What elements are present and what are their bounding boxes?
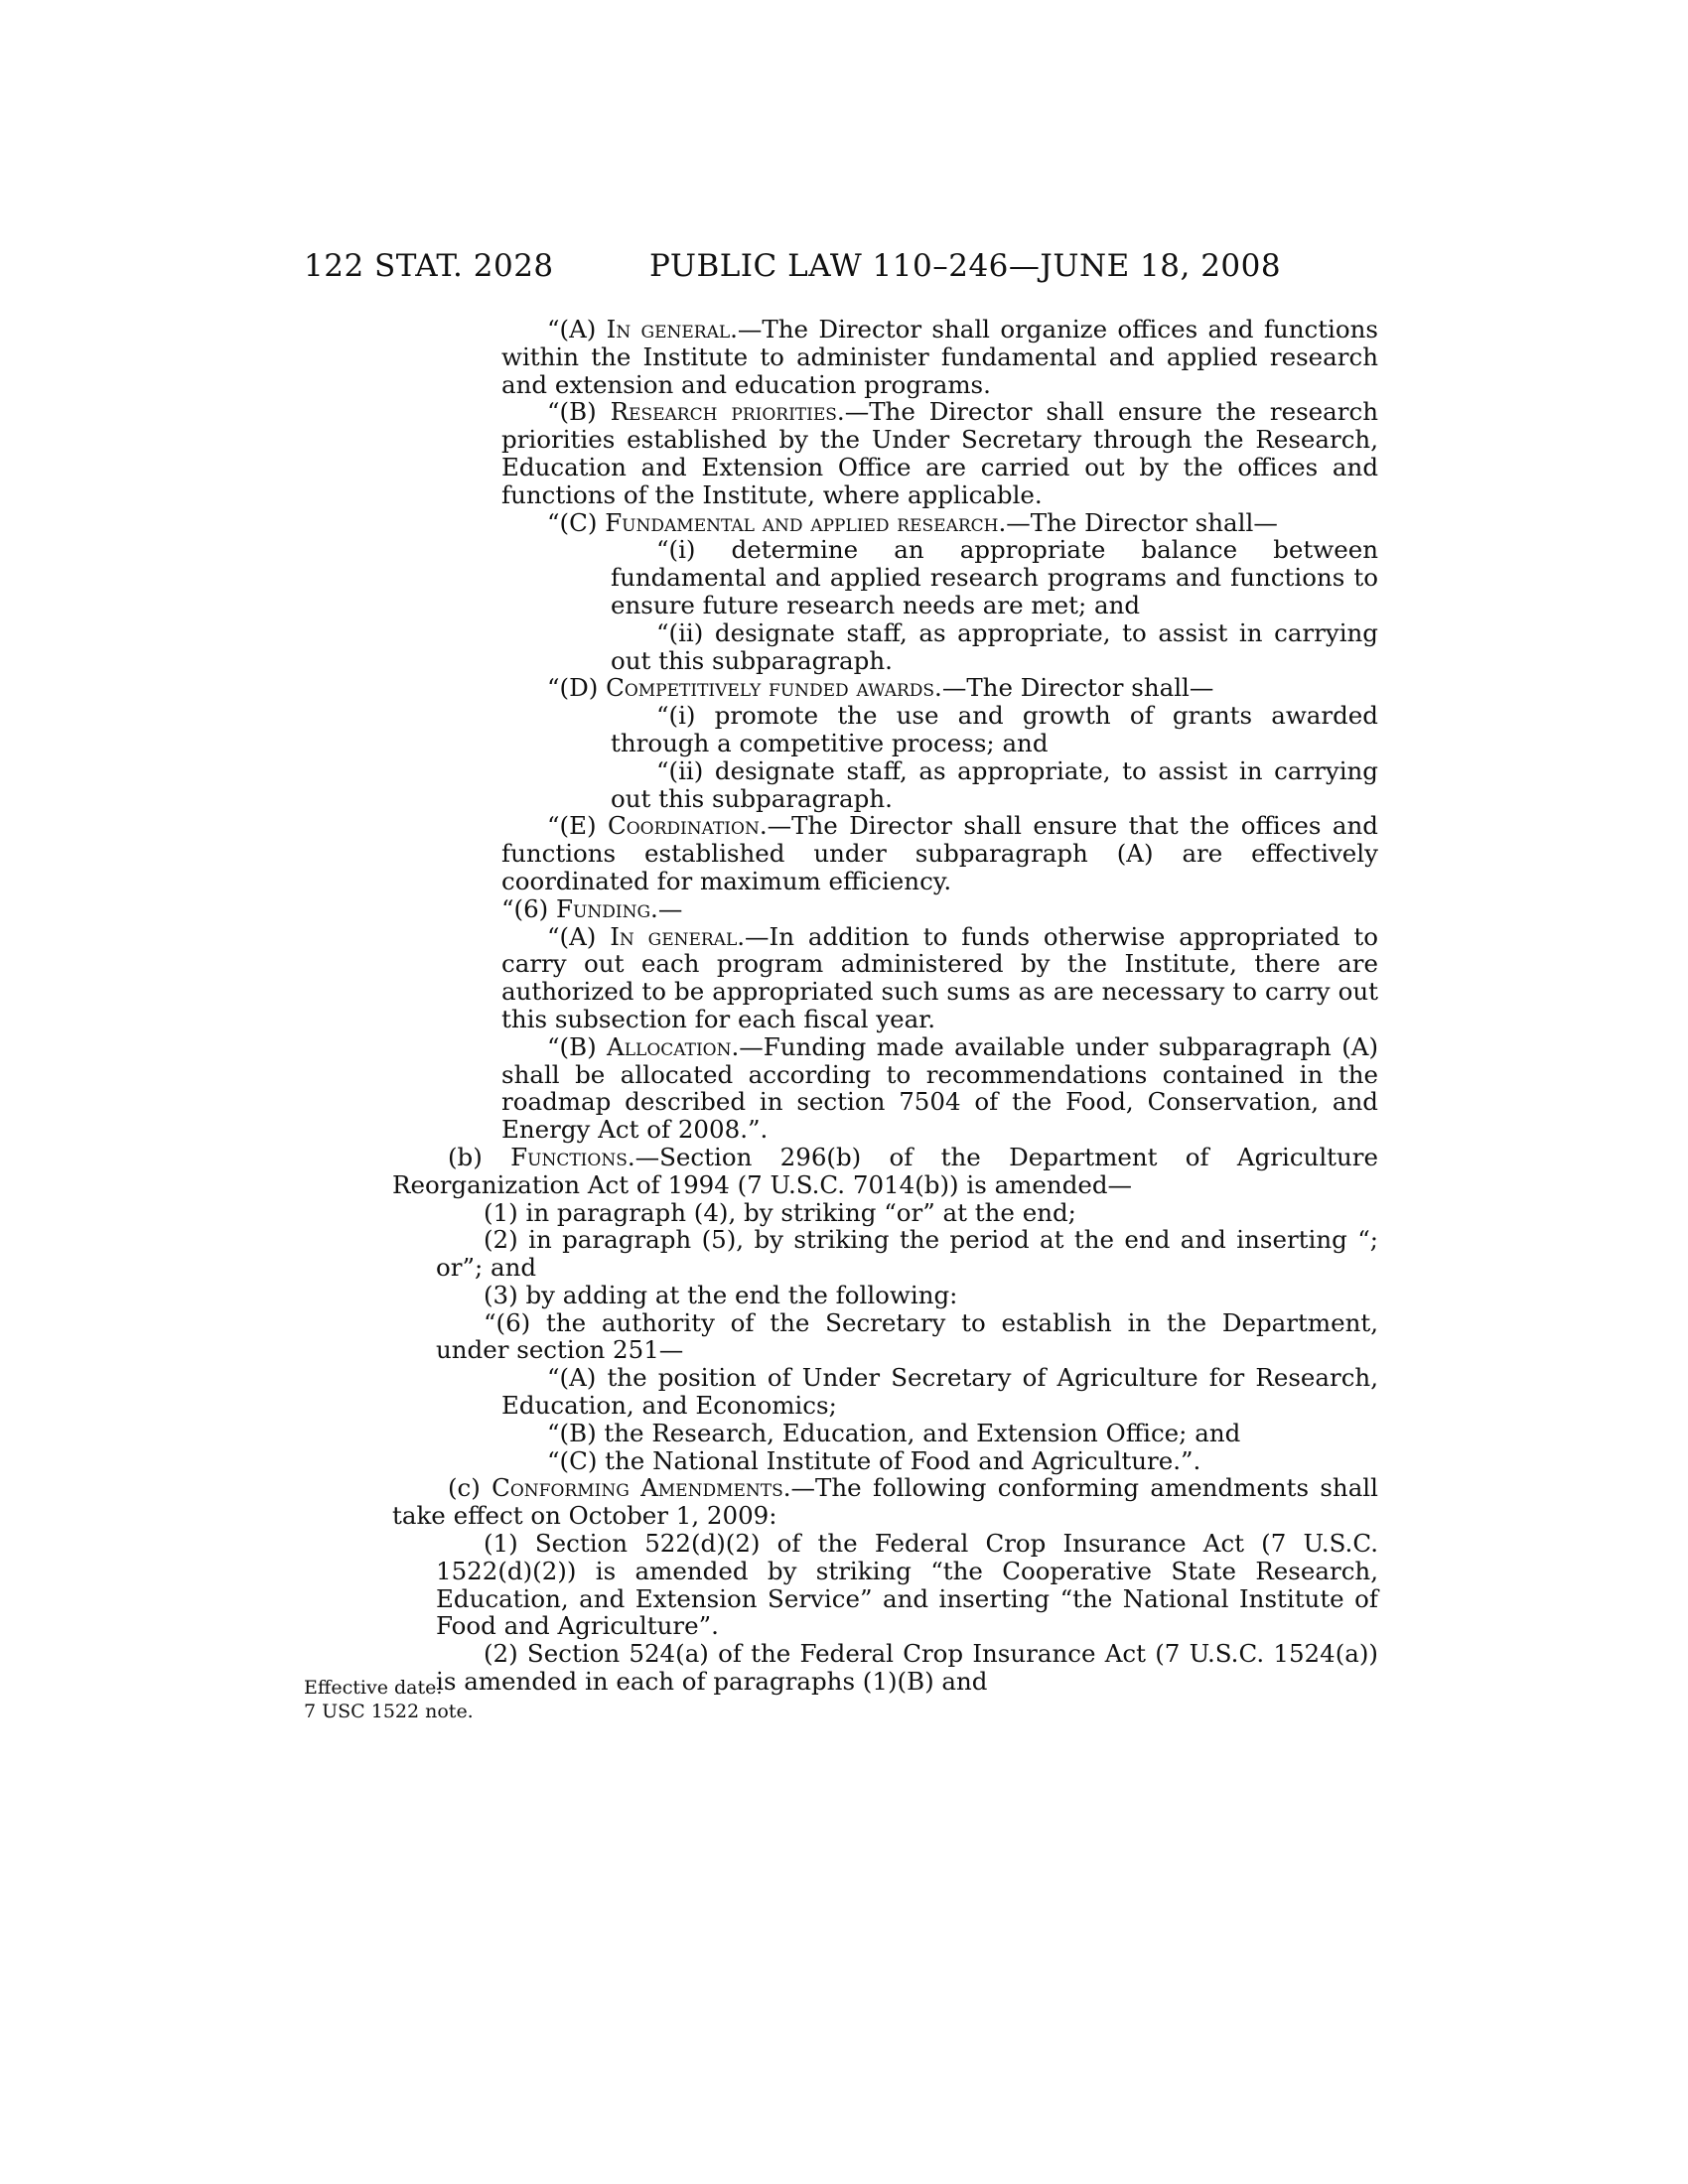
amendment-3: (3) by adding at the end the following:	[484, 1280, 958, 1309]
section-6-funding: “(6) Funding.—	[501, 893, 683, 923]
clause-d-ii: “(ii) designate staff, as appropriate, to assist in carrying out this subparagraph.	[611, 755, 1378, 813]
subsection-c-conforming-amendments: (c) Conforming Amendments.—The following conforming amendments shall take effect on October 1, 2009:	[392, 1473, 1378, 1531]
clause-d-i: “(i) promote the use and growth of grants awarded through a competitive process; and	[611, 701, 1378, 757]
margin-note-effective-date: Effective date.	[304, 1677, 443, 1699]
conforming-amendment-2: (2) Section 524(a) of the Federal Crop Insurance Act (7 U.S.C. 1524(a)) is amended in each of paragraphs (1)(B) and	[436, 1639, 1378, 1697]
inserted-subparagraph-c: “(C) the National Institute of Food and Agriculture.”.	[547, 1445, 1201, 1475]
paragraph-a-in-general: “(A) In general.—The Director shall organize offices and functions within the Institute to administer fundamental and applied research and extension and education programs.	[501, 315, 1378, 399]
clause-c-i: “(i) determine an appropriate balance between fundamental and applied research programs and functions to ensure future research needs are met; and	[611, 535, 1378, 619]
inserted-subparagraph-b: “(B) the Research, Education, and Extension Office; and	[547, 1418, 1241, 1447]
paragraph-c-fundamental-research: “(C) Fundamental and applied research.—The Director shall—	[547, 507, 1278, 537]
statute-body	[392, 315, 1379, 1697]
clause-c-ii: “(ii) designate staff, as appropriate, to assist in carrying out this subparagraph.	[611, 617, 1378, 675]
public-law-title: PUBLIC LAW 110–246—JUNE 18, 2008	[649, 248, 1282, 284]
paragraph-b-research-priorities: “(B) Research priorities.—The Director shall ensure the research priorities established by the Under Secretary through the Research, Education and Extension Office are carried out by the offices and functions of the Institute, where applicable.	[501, 397, 1379, 509]
funding-a-in-general: “(A) In general.—In addition to funds otherwise appropriated to carry out each program administered by the Institute, there are authorized to be appropriated such sums as are necessary to carry out this subsection for each fiscal year.	[501, 921, 1379, 1033]
amendment-2: (2) in paragraph (5), by striking the period at the end and inserting “; or”; and	[436, 1225, 1378, 1283]
statute-page-number: 122 STAT. 2028	[304, 248, 554, 284]
inserted-paragraph-6: “(6) the authority of the Secretary to establish in the Department, under section 251—	[436, 1307, 1378, 1365]
funding-b-allocation: “(B) Allocation.—Funding made available under subparagraph (A) shall be allocated according to recommendations contained in the roadmap described in section 7504 of the Food, Conservation, and Energy Act of 2008.”.	[501, 1031, 1378, 1145]
margin-note-usc-citation: 7 USC 1522 note.	[304, 1701, 474, 1722]
conforming-amendment-1: (1) Section 522(d)(2) of the Federal Crop Insurance Act (7 U.S.C. 1522(d)(2)) is amended by striking “the Cooperative State Research, Education, and Extension Service” and inserting “the National Institute of Food and Agriculture”.	[436, 1529, 1378, 1641]
subsection-b-functions: (b) Functions.—Section 296(b) of the Department of Agriculture Reorganization Act of 1994 (7 U.S.C. 7014(b)) is amended—	[392, 1142, 1378, 1199]
page-header	[0, 248, 1688, 288]
inserted-subparagraph-a: “(A) the position of Under Secretary of Agriculture for Research, Education, and Economics;	[501, 1363, 1378, 1421]
paragraph-e-coordination: “(E) Coordination.—The Director shall ensure that the offices and functions established under subparagraph (A) are effectively coordinated for maximum efficiency.	[501, 811, 1378, 895]
paragraph-d-competitive-awards: “(D) Competitively funded awards.—The Director shall—	[547, 673, 1214, 703]
amendment-1: (1) in paragraph (4), by striking “or” at the end;	[484, 1197, 1076, 1227]
